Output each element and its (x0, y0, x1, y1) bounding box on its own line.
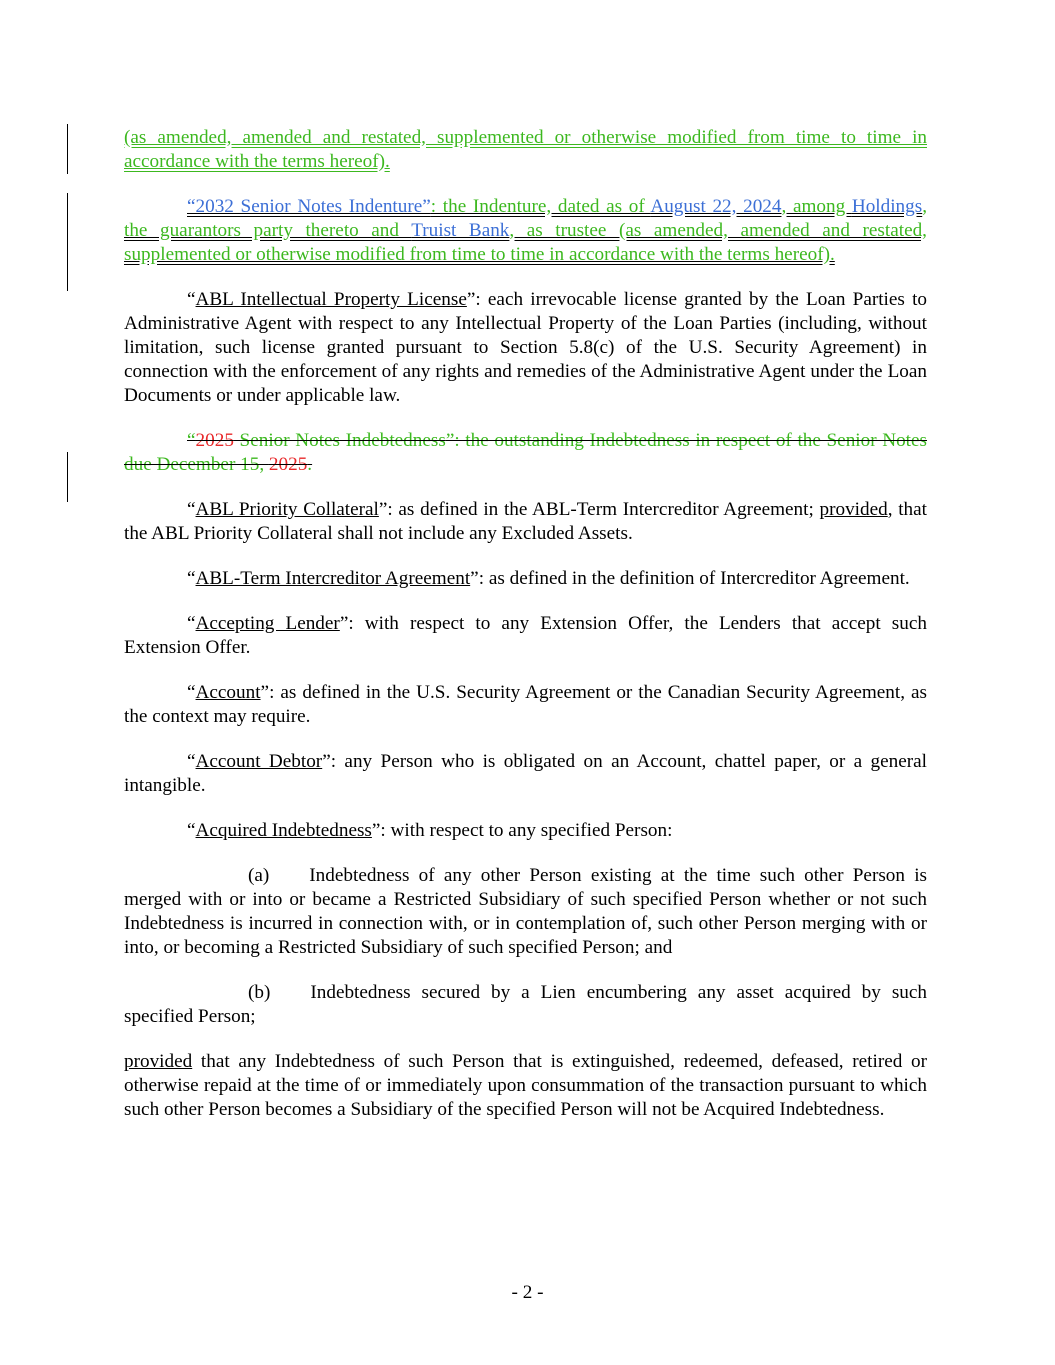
quote-mark: “ (187, 289, 196, 310)
inserted-paragraph (124, 126, 927, 174)
definition-text: ”: as defined in the U.S. Security Agreement or the Canadian Security Agreement, as the context may require. (124, 682, 927, 727)
quote-mark: “ (187, 499, 196, 520)
clause-text: Indebtedness secured by a Lien encumbering any asset acquired by such specified Person; (124, 982, 927, 1027)
definition-acquired-indebtedness (124, 819, 927, 843)
deleted-text: Senior Notes Indebtedness (233, 430, 446, 451)
inserted-text: Holdings (851, 196, 923, 217)
definition-text: ”: with respect to any specified Person: (371, 820, 673, 841)
defined-term: Account (195, 682, 261, 703)
defined-term: Acquired Indebtedness (195, 820, 372, 841)
definition-text: , that the ABL Priority Collateral shall not include any Excluded Assets. (124, 499, 927, 544)
clause-text: Indebtedness of any other Person existing at the time such other Person is merged with or into or became a Restricted Subsidiary of such specified Person whether or not such Indebtedness is incurred in connection with, or in contemplation of, such other Person merging with or into, or becoming a Restricted Subsidiary of such specified Person; and (124, 865, 927, 958)
deleted-definition-2025-notes (124, 429, 927, 477)
inserted-text: : the Indenture, dated as of (430, 196, 651, 217)
definition-abl-term-intercreditor (124, 567, 927, 591)
document-body (124, 126, 927, 1143)
inserted-date: August 22, 2024 (650, 196, 782, 217)
definition-accepting-lender (124, 612, 927, 660)
defined-term: ABL-Term Intercreditor Agreement (195, 568, 471, 589)
quote-mark: “ (187, 820, 196, 841)
quote-mark: “ (187, 613, 196, 634)
page-number: - 2 - (511, 1282, 544, 1303)
definition-abl-priority-collateral (124, 498, 927, 546)
quote-mark: “ (187, 751, 196, 772)
proviso-term: provided (124, 1051, 193, 1072)
quote-mark: “ (187, 682, 196, 703)
quote-mark: “ (187, 568, 196, 589)
definition-2032-senior-notes-indenture (124, 195, 927, 267)
deleted-text: 2025 (268, 454, 308, 475)
proviso-text: that any Indebtedness of such Person that is extinguished, redeemed, defeased, retired or otherwise repaid at the time of or immediately upon consummation of the transaction pursuant to which such other Person becomes a Subsidiary of the specified Person will not be Acquired Indebtedness. (124, 1051, 927, 1120)
definition-text: ”: as defined in the definition of Intercreditor Agreement. (470, 568, 910, 589)
inserted-text: , as trustee (as amended, amended and restated, supplemented or otherwise modified from time to time in accordance with the terms hereof). (124, 220, 927, 265)
definition-text: ”: any Person who is obligated on an Account, chattel paper, or a general intangible. (124, 751, 927, 796)
defined-term: Account Debtor (195, 751, 323, 772)
defined-term: “2032 Senior Notes Indenture” (187, 196, 431, 217)
proviso-paragraph (124, 1050, 927, 1122)
definition-text: ”: as defined in the ABL-Term Intercreditor Agreement; (378, 499, 820, 520)
definition-account-debtor (124, 750, 927, 798)
change-bar (67, 452, 68, 502)
change-bar (67, 124, 68, 174)
deleted-text: ”: the outstanding Indebtedness in respect of the Senior Notes due December 15, (124, 430, 927, 475)
inserted-text: , the guarantors party thereto and (124, 196, 928, 241)
clause-label: (b) (248, 982, 271, 1003)
definition-abl-ip-license (124, 288, 927, 408)
deleted-text: 2025 (195, 430, 234, 451)
clause-label: (a) (248, 865, 270, 886)
inserted-text: Truist Bank (411, 220, 510, 241)
deleted-text: . (307, 454, 313, 475)
change-bar (67, 193, 68, 291)
definition-account (124, 681, 927, 729)
definition-text: ”: each irrevocable license granted by the Loan Parties to Administrative Agent with respect to any Intellectual Property of the Loan Parties (including, without limitation, such license granted pursuant to Section 5.8(c) of the U.S. Security Agreement) in connection with the enforcement of any rights and remedies of the Administrative Agent under the Loan Documents or under applicable law. (124, 289, 927, 406)
defined-term: Accepting Lender (195, 613, 340, 634)
proviso-term: provided (819, 499, 888, 520)
deleted-text: “ (187, 430, 196, 451)
inserted-text: , among (781, 196, 852, 217)
clause-a (124, 864, 927, 960)
defined-term: ABL Intellectual Property License (195, 289, 467, 310)
inserted-text: (as amended, amended and restated, supplemented or otherwise modified from time to time in accordance with the terms hereof). (124, 127, 927, 172)
defined-term: ABL Priority Collateral (195, 499, 379, 520)
clause-b (124, 981, 927, 1029)
definition-text: ”: with respect to any Extension Offer, the Lenders that accept such Extension Offer. (124, 613, 927, 658)
